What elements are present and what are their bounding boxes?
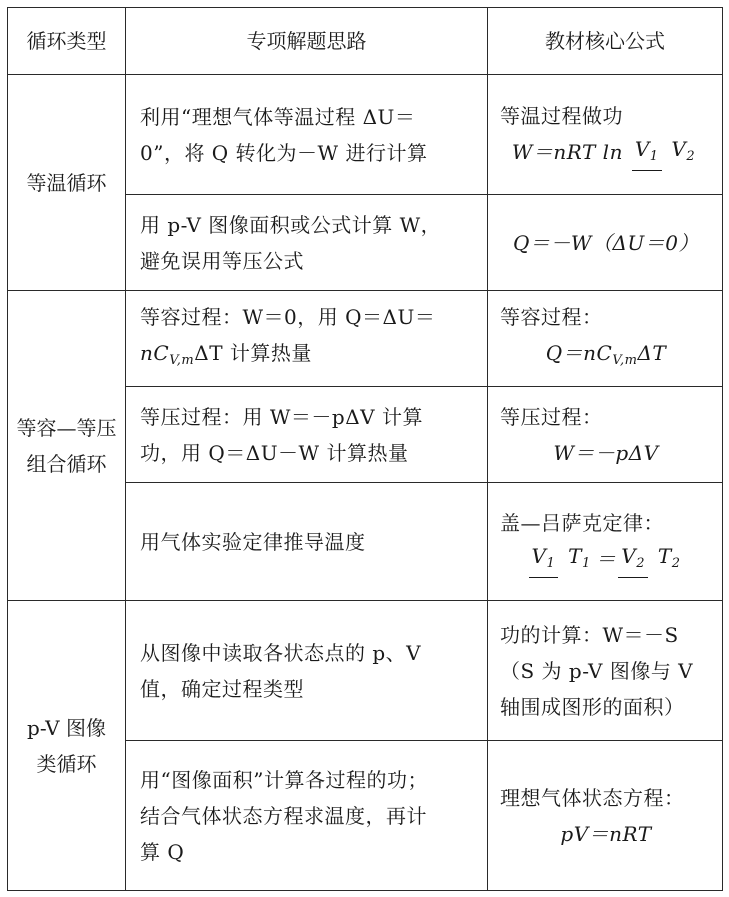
core-formula-cell	[488, 601, 723, 741]
core-formula-cell	[488, 291, 723, 387]
idea-line: 功，用 Q＝ΔU－W 计算热量	[140, 440, 409, 465]
table-header-row	[8, 8, 723, 75]
solution-idea-cell	[126, 291, 488, 387]
idea-line: 从图像中读取各状态点的 p、V	[140, 640, 422, 665]
idea-line: 等容过程：W＝0，用 Q＝ΔU＝	[140, 304, 436, 329]
formula-expression: Q＝－W（ΔU＝0）	[513, 230, 699, 255]
core-formula-cell	[488, 387, 723, 483]
core-formula-cell	[488, 741, 723, 891]
formula-line: （S 为 p-V 图像与 V	[500, 658, 694, 683]
subscript: 2	[671, 556, 681, 571]
solution-idea-cell	[126, 483, 488, 601]
idea-line: 用气体实验定律推导温度	[140, 529, 366, 554]
solution-idea-cell	[126, 741, 488, 891]
subscript: V,m	[169, 352, 195, 368]
cycle-type-isothermal	[8, 75, 126, 291]
fraction	[632, 136, 698, 171]
cycle-type-label: 组合循环	[26, 451, 107, 476]
formula-label: 等容过程：	[500, 304, 603, 329]
header-core-formula: 教材核心公式	[488, 8, 723, 75]
cycle-type-label: 等容—等压	[16, 415, 117, 440]
idea-math: nC	[140, 340, 170, 365]
solution-idea-cell	[126, 387, 488, 483]
fraction-denominator: T	[568, 544, 582, 568]
cycle-type-label: 等温循环	[26, 170, 107, 195]
idea-text: ΔT 计算热量	[194, 340, 312, 365]
core-formula-cell	[488, 75, 723, 195]
core-formula-cell	[488, 195, 723, 291]
subscript: 2	[686, 149, 696, 164]
fraction-denominator: T	[657, 544, 672, 568]
formula-expression: pV＝nRT	[560, 821, 652, 846]
fraction-denominator: V	[671, 137, 687, 161]
fraction-numerator: V	[634, 137, 650, 161]
formula-line: 功的计算：W＝－S	[500, 622, 679, 647]
idea-line: 用 p-V 图像面积或公式计算 W，	[140, 212, 442, 237]
subscript: 1	[546, 556, 556, 571]
idea-line: 算 Q	[140, 839, 185, 864]
table-row	[8, 601, 723, 741]
formula-expression	[500, 541, 712, 578]
table-row	[8, 75, 723, 195]
formula-expression	[500, 134, 712, 171]
cycle-type-isochoric-isobaric	[8, 291, 126, 601]
formula-expression	[500, 335, 712, 379]
formula-part: ΔT	[637, 340, 667, 365]
idea-line: 0”，将 Q 转化为－W 进行计算	[140, 140, 428, 165]
table-row	[8, 291, 723, 387]
idea-line: 用“图像面积”计算各过程的功；	[140, 767, 428, 792]
formula-label: 等温过程做功	[500, 104, 623, 128]
subscript: 2	[636, 556, 645, 571]
equals-sign: ＝	[595, 547, 617, 571]
formula-lhs: W＝nRT ln	[511, 140, 623, 164]
idea-line: 利用“理想气体等温过程 ΔU＝	[140, 104, 416, 129]
subscript: V,m	[612, 352, 638, 368]
fraction-numerator: V	[621, 544, 637, 568]
formula-expression: W＝－pΔV	[553, 440, 659, 465]
formula-part: Q＝nC	[545, 340, 613, 365]
header-solution-idea: 专项解题思路	[126, 8, 488, 75]
header-cycle-type: 循环类型	[8, 8, 126, 75]
cycle-type-label: p-V 图像	[27, 715, 106, 740]
fraction	[529, 543, 594, 578]
cycle-type-label: 类循环	[36, 751, 97, 776]
idea-line: 结合气体状态方程求温度，再计	[140, 803, 427, 828]
formula-label: 等压过程：	[500, 404, 603, 429]
idea-line: 值，确定过程类型	[140, 676, 304, 701]
formula-line: 轴围成图形的面积）	[500, 694, 685, 719]
solution-idea-cell	[126, 75, 488, 195]
fraction	[618, 543, 683, 578]
idea-line: 等压过程：用 W＝－pΔV 计算	[140, 404, 423, 429]
fraction-numerator: V	[531, 544, 547, 568]
idea-line: 避免误用等压公式	[140, 248, 304, 273]
idea-line	[140, 335, 477, 379]
subscript: 1	[581, 556, 591, 571]
formula-table	[7, 7, 723, 891]
solution-idea-cell	[126, 601, 488, 741]
solution-idea-cell	[126, 195, 488, 291]
subscript: 1	[649, 149, 659, 164]
core-formula-cell	[488, 483, 723, 601]
cycle-type-pv-diagram	[8, 601, 126, 891]
formula-label: 理想气体状态方程：	[500, 785, 685, 810]
formula-label: 盖—吕萨克定律：	[500, 511, 664, 535]
